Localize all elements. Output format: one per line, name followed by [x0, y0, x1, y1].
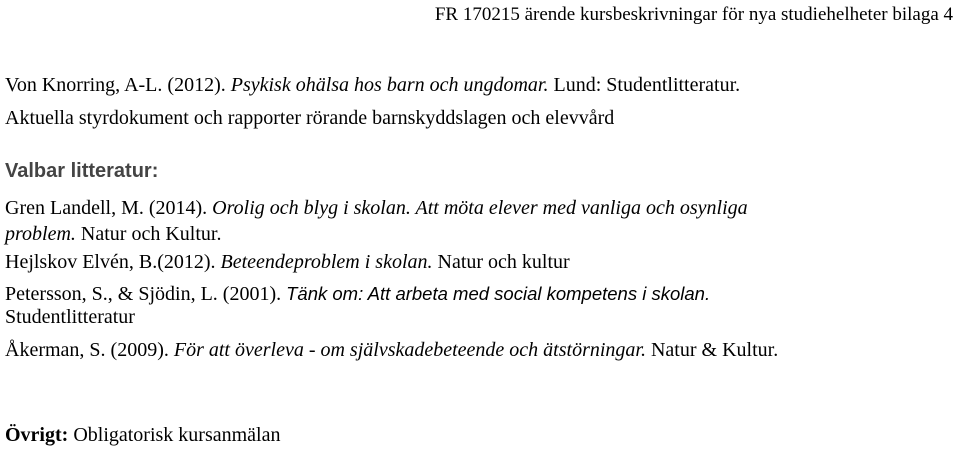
- reference-publisher: Lund: Studentlitteratur.: [548, 74, 741, 96]
- reference-von-knorring: [5, 73, 740, 97]
- reference-title-cont: problem.: [5, 223, 76, 245]
- reference-hejlskov: [5, 250, 570, 274]
- reference-title: För att överleva - om självskadebeteende och ätstörningar.: [173, 339, 646, 361]
- reference-title: Beteendeproblem i skolan.: [220, 251, 433, 273]
- ovrigt-section: [5, 423, 281, 447]
- reference-gren-landell: [5, 196, 748, 220]
- reference-author: Åkerman, S. (2009).: [5, 339, 174, 361]
- reference-petersson-publisher: Studentlitteratur: [5, 306, 135, 328]
- reference-author: Hejlskov Elvén, B.(2012).: [5, 251, 221, 273]
- reference-gren-landell-cont: [5, 222, 221, 246]
- valbar-litteratur-heading: Valbar litteratur:: [5, 160, 159, 182]
- ovrigt-text: Obligatorisk kursanmälan: [68, 424, 281, 446]
- document-header: FR 170215 ärende kursbeskrivningar för nya studiehelheter bilaga 4: [434, 4, 953, 25]
- reference-title: Orolig och blyg i skolan. Att möta elever med vanliga och osynliga: [212, 197, 748, 219]
- reference-author: Petersson, S., & Sjödin, L. (2001).: [5, 283, 287, 305]
- reference-publisher: Natur & Kultur.: [645, 339, 779, 361]
- reference-aktuella-styrdokument: Aktuella styrdokument och rapporter rörande barnskyddslagen och elevvård: [5, 107, 615, 129]
- reference-title: Tänk om: Att arbeta med social kompetens i skolan.: [286, 283, 711, 304]
- reference-publisher: Natur och Kultur.: [75, 223, 222, 245]
- reference-author: Von Knorring, A-L. (2012).: [5, 74, 231, 96]
- reference-title: Psykisk ohälsa hos barn och ungdomar.: [230, 74, 549, 96]
- ovrigt-label: Övrigt:: [5, 424, 69, 446]
- reference-author: Gren Landell, M. (2014).: [5, 197, 213, 219]
- reference-petersson: [5, 282, 710, 306]
- reference-publisher: Natur och kultur: [432, 251, 570, 273]
- reference-akerman: [5, 338, 778, 362]
